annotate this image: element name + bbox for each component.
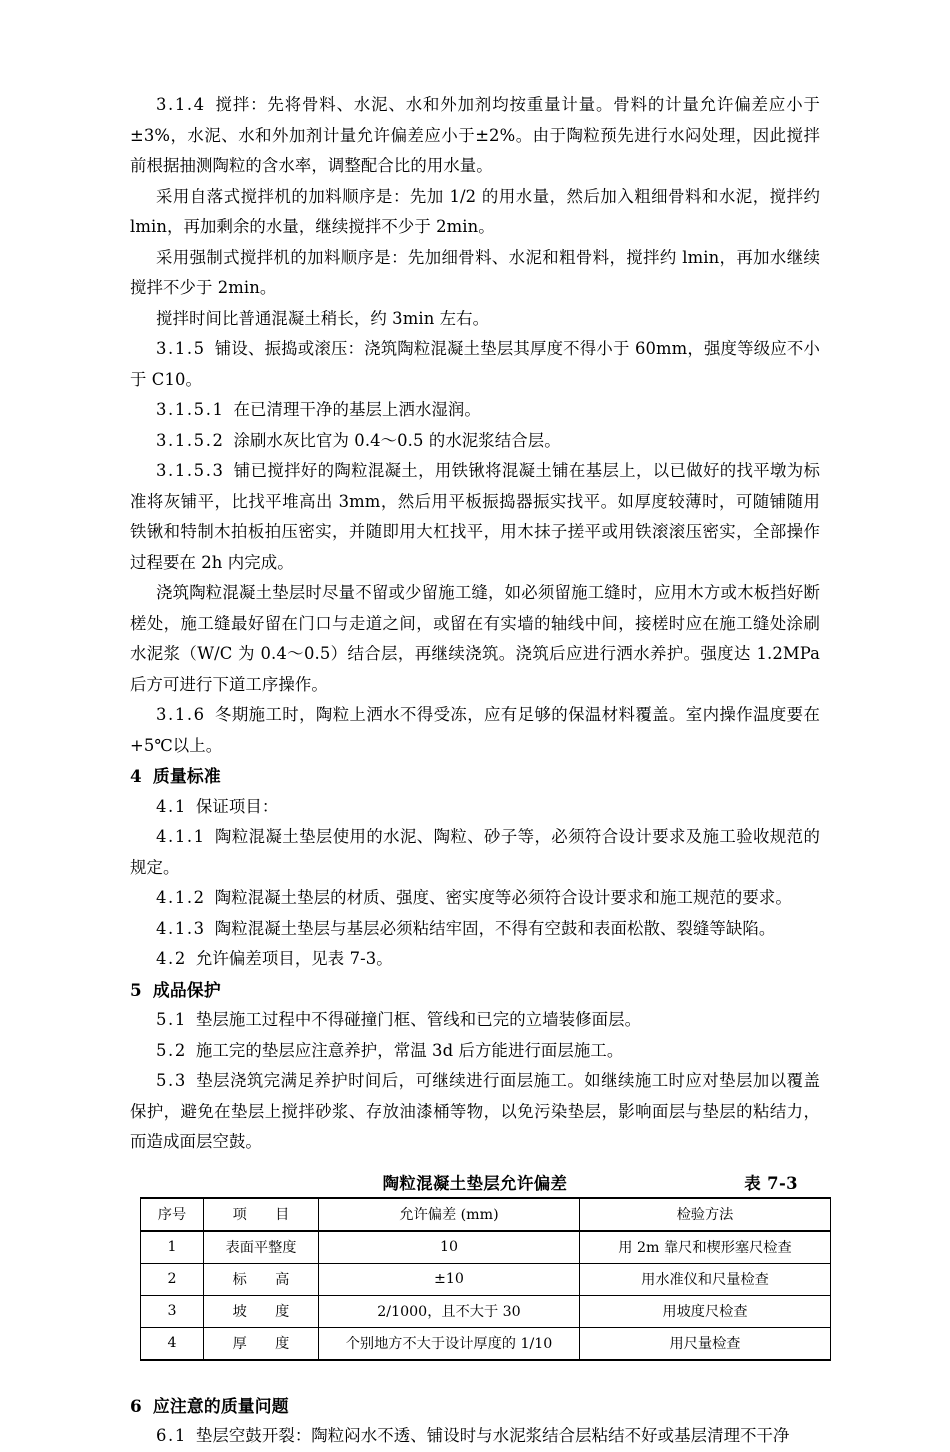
clause-text: 搅拌：先将骨料、水泥、水和外加剂均按重量计量。骨料的计量允许偏差应小于±3%，水泥、水和外加剂计量允许偏差应小于±2%。由于陶粒预先进行水闷处理，因此搅拌前根据抽测陶粒的含水率，调整配合比的用水量。 (130, 95, 820, 175)
clause-number: 3.1.6 (156, 705, 206, 724)
table-cell: 10 (319, 1231, 580, 1264)
table-row (141, 1327, 831, 1360)
clause-text: 垫层空鼓开裂：陶粒闷水不透、铺设时与水泥浆结合层粘结不好或基层清理不干净 (195, 1426, 790, 1445)
table-cell: 3 (141, 1295, 204, 1327)
clause-number: 3.1.5.1 (156, 400, 225, 419)
spec-table-block (130, 1171, 820, 1361)
numbered-clause (130, 914, 820, 945)
section-heading-number: 4 (130, 766, 142, 786)
table-cell: 1 (141, 1231, 204, 1264)
table-cell: 坡 度 (204, 1295, 319, 1327)
table-row (141, 1263, 831, 1295)
section-heading-text: 成品保护 (152, 979, 221, 1000)
allowable-deviation-table (140, 1197, 831, 1361)
section-heading-number: 5 (130, 979, 142, 1000)
clause-text: 垫层施工过程中不得碰撞门框、管线和已完的立墙装修面层。 (195, 1010, 642, 1029)
clause-number: 4.1.3 (156, 918, 206, 938)
table-header-cell: 检验方法 (580, 1198, 831, 1231)
numbered-clause (130, 1036, 820, 1067)
clause-number: 4.1.1 (156, 827, 206, 846)
clause-text: 冬期施工时，陶粒上洒水不得受冻，应有足够的保温材料覆盖。室内操作温度要在+5℃以上。 (130, 705, 820, 755)
numbered-clause (130, 822, 820, 883)
clause-text: 陶粒混凝土垫层的材质、强度、密实度等必须符合设计要求和施工规范的要求。 (214, 888, 792, 907)
tail-text-blocks (130, 1391, 820, 1452)
section-heading (130, 975, 820, 1006)
clause-text: 垫层浇筑完满足养护时间后，可继续进行面层施工。如继续施工时应对垫层加以覆盖保护，避免在垫层上搅拌砂浆、存放油漆桶等物，以免污染垫层，影响面层与垫层的粘结力，而造成面层空鼓。 (130, 1071, 820, 1151)
section-heading-text: 应注意的质量问题 (152, 1395, 289, 1416)
clause-text: 涂刷水灰比官为 0.4～0.5 的水泥浆结合层。 (233, 430, 561, 450)
body-text-blocks (130, 90, 820, 1158)
body-paragraph: 浇筑陶粒混凝土垫层时尽量不留或少留施工缝，如必须留施工缝时，应用木方或木板挡好断槎处，施工缝最好留在门口与走道之间，或留在有实墙的轴线中间，接槎时应在施工缝处涂刷水泥浆（W/C 为 0.4～0.5）结合层，再继续浇筑。浇筑后应进行洒水养护。强度达 1.2MPa 后方可进行下道工序操作。 (130, 583, 820, 694)
clause-number: 3.1.5 (156, 339, 206, 358)
table-cell: 用尺量检查 (580, 1327, 831, 1360)
numbered-clause (130, 426, 820, 457)
numbered-clause (130, 1421, 820, 1452)
clause-number: 3.1.5.2 (156, 430, 225, 450)
document-content (130, 90, 820, 1452)
table-cell: 4 (141, 1327, 204, 1360)
table-header-cell: 序号 (141, 1198, 204, 1231)
numbered-clause (130, 700, 820, 761)
table-cell: 表面平整度 (204, 1231, 319, 1264)
clause-text: 陶粒混凝土垫层与基层必须粘结牢固，不得有空鼓和表面松散、裂缝等缺陷。 (214, 918, 776, 938)
table-row (141, 1295, 831, 1327)
numbered-clause (130, 792, 820, 823)
clause-number: 5.3 (156, 1071, 187, 1090)
numbered-clause (130, 1066, 820, 1158)
numbered-clause (130, 1005, 820, 1036)
clause-number: 4.1 (156, 796, 187, 816)
clause-number: 5.2 (156, 1040, 187, 1060)
section-heading-number: 6 (130, 1395, 142, 1416)
clause-text: 陶粒混凝土垫层使用的水泥、陶粒、砂子等，必须符合设计要求及施工验收规范的规定。 (130, 827, 820, 877)
clause-text: 施工完的垫层应注意养护，常温 3d 后方能进行面层施工。 (195, 1040, 624, 1060)
clause-number: 4.1.2 (156, 888, 206, 907)
section-heading (130, 761, 820, 792)
numbered-clause (130, 883, 820, 914)
clause-number: 5.1 (156, 1010, 187, 1029)
clause-text: 铺设、振捣或滚压：浇筑陶粒混凝土垫层其厚度不得小于 60mm，强度等级应不小于 C10。 (130, 339, 820, 389)
table-cell: 厚 度 (204, 1327, 319, 1360)
clause-text: 允许偏差项目，见表 7-3。 (195, 949, 393, 968)
clause-number: 3.1.4 (156, 95, 206, 114)
numbered-clause (130, 334, 820, 395)
table-header-row (141, 1198, 831, 1231)
table-title: 陶粒混凝土垫层允许偏差 (382, 1173, 568, 1193)
table-number: 表 7-3 (744, 1173, 798, 1193)
body-paragraph: 搅拌时间比普通混凝土稍长，约 3min 左右。 (156, 308, 490, 328)
clause-number: 6.1 (156, 1426, 187, 1445)
table-cell: ±10 (319, 1263, 580, 1295)
table-header-cell: 项 目 (204, 1198, 319, 1231)
table-cell: 2/1000，且不大于 30 (319, 1295, 580, 1327)
numbered-clause (130, 456, 820, 578)
clause-text: 在已清理干净的基层上洒水湿润。 (233, 400, 481, 419)
clause-number: 3.1.5.3 (156, 461, 225, 480)
table-cell: 用坡度尺检查 (580, 1295, 831, 1327)
table-cell: 2 (141, 1263, 204, 1295)
numbered-clause (130, 944, 820, 975)
clause-text: 保证项目： (195, 796, 279, 816)
clause-number: 4.2 (156, 949, 187, 968)
body-paragraph: 采用自落式搅拌机的加料顺序是：先加 1/2 的用水量，然后加入粗细骨料和水泥，搅拌约 lmin，再加剩余的水量，继续搅拌不少于 2min。 (130, 186, 820, 236)
table-cell: 个别地方不大于设计厚度的 1/10 (319, 1327, 580, 1360)
clause-text: 铺已搅拌好的陶粒混凝土，用铁锹将混凝土铺在基层上，以已做好的找平墩为标准将灰铺平，比找平堆高出 3mm，然后用平板振捣器振实找平。如厚度较薄时，可随铺随用铁锹和特制木拍板拍压密实，并随即用大杠找平，用木抹子搓平或用铁滚滚压密实，全部操作过程要在 2h 内完成。 (130, 461, 820, 572)
table-header-cell: 允许偏差 (mm) (319, 1198, 580, 1231)
table-caption-row (130, 1171, 820, 1197)
numbered-clause (130, 395, 820, 426)
section-heading (130, 1391, 820, 1422)
table-cell: 用水准仪和尺量检查 (580, 1263, 831, 1295)
section-heading-text: 质量标准 (152, 766, 221, 786)
table-cell: 标 高 (204, 1263, 319, 1295)
body-paragraph: 采用强制式搅拌机的加料顺序是：先加细骨料、水泥和粗骨料，搅拌约 lmin，再加水继续搅拌不少于 2min。 (130, 247, 820, 297)
table-cell: 用 2m 靠尺和楔形塞尺检查 (580, 1231, 831, 1264)
table-row (141, 1231, 831, 1264)
numbered-clause (130, 90, 820, 182)
